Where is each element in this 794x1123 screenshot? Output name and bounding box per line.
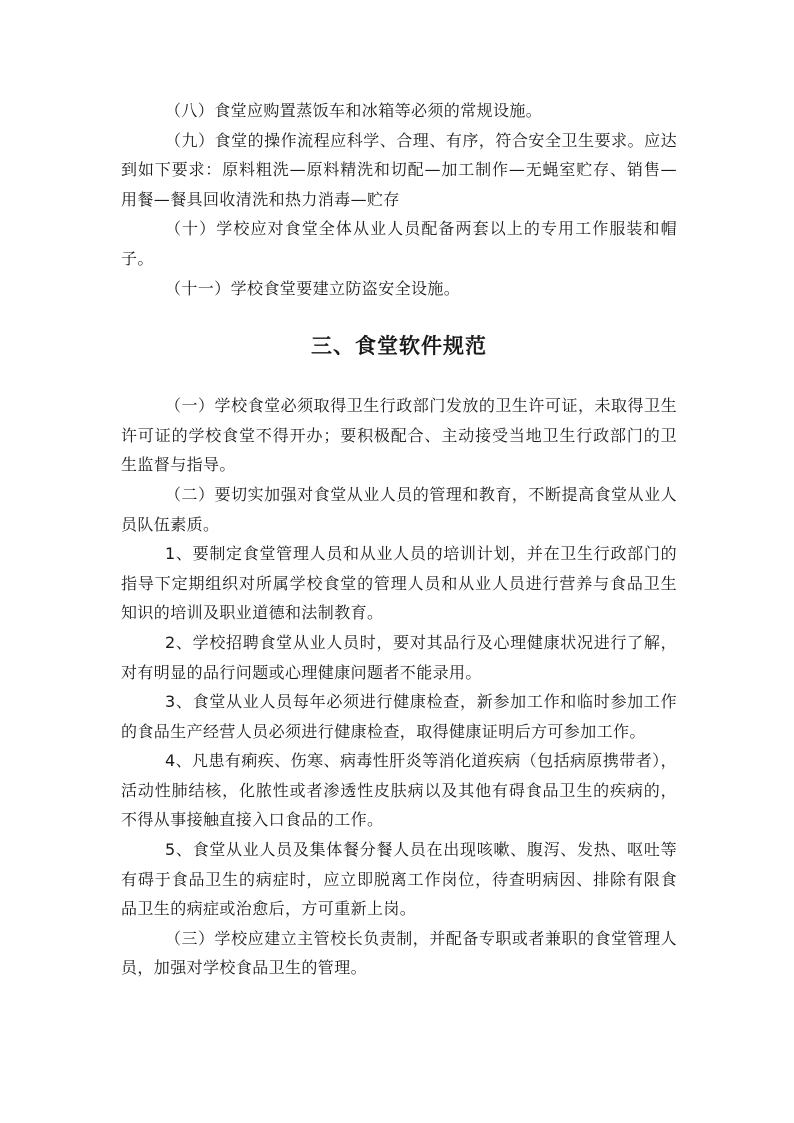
paragraph-section-3: （三）学校应建立主管校长负责制，并配备专职或者兼职的食堂管理人员，加强对学校食品卫生的管理。: [121, 928, 677, 978]
paragraph-item-8: （八）食堂应购置蒸饭车和冰箱等必须的常规设施。: [165, 101, 543, 120]
paragraph-item-10: （十）学校应对食堂全体从业人员配备两套以上的专用工作服装和帽子。: [121, 219, 677, 268]
section-title: 三、食堂软件规范: [311, 334, 487, 359]
paragraph-sub-2: 2、学校招聘食堂从业人员时，要对其品行及心理健康状况进行了解，对有明显的品行问题或心理健康问题者不能录用。: [121, 632, 677, 682]
paragraph-section-2: （二）要切实加强对食堂从业人员的管理和教育，不断提高食堂从业人员队伍素质。: [121, 484, 677, 534]
paragraph-sub-3: 3、食堂从业人员每年必须进行健康检查，新参加工作和临时参加工作的食品生产经营人员必须进行健康检查，取得健康证明后方可参加工作。: [121, 692, 677, 741]
document-body: [121, 96, 677, 983]
paragraph-sub-4: 4、凡患有痢疾、伤寒、病毒性肝炎等消化道疾病（包括病原携带者），活动性肺结核，化脓性或者渗透性皮肤病以及其他有碍食品卫生的疾病的，不得从事接触直接入口食品的工作。: [121, 751, 677, 830]
paragraph-item-9: （九）食堂的操作流程应科学、合理、有序，符合安全卫生要求。应达到如下要求：原料粗洗—原料精洗和切配—加工制作—无蝇室贮存、销售—用餐—餐具回收清洗和热力消毒—贮存: [121, 130, 677, 209]
paragraph-section-1: （一）学校食堂必须取得卫生行政部门发放的卫生许可证，未取得卫生许可证的学校食堂不得开办；要积极配合、主动接受当地卫生行政部门的卫生监督与指导。: [121, 396, 677, 475]
paragraph-item-11: （十一）学校食堂要建立防盗安全设施。: [165, 278, 461, 298]
paragraph-sub-5: 5、食堂从业人员及集体餐分餐人员在出现咳嗽、腹泻、发热、呕吐等有碍于食品卫生的病症时，应立即脱离工作岗位，待查明病因、排除有限食品卫生的病症或治愈后，方可重新上岗。: [121, 840, 677, 919]
paragraph-sub-1: 1、要制定食堂管理人员和从业人员的培训计划，并在卫生行政部门的指导下定期组织对所属学校食堂的管理人员和从业人员进行营养与食品卫生知识的培训及职业道德和法制教育。: [121, 544, 677, 623]
